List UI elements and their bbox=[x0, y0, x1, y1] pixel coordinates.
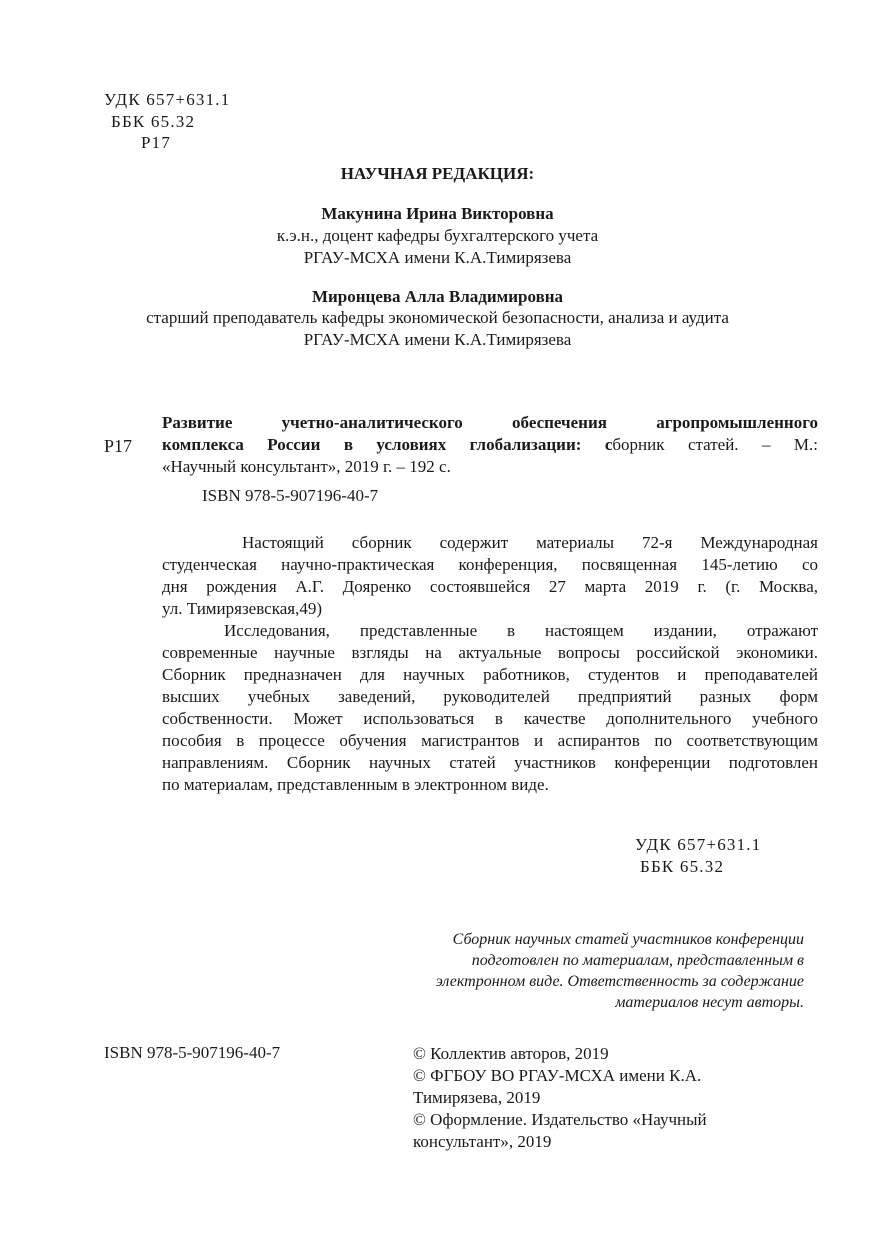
note-line: электронном виде. Ответственность за содержание bbox=[435, 973, 804, 990]
catalog-mark: Р17 bbox=[104, 436, 133, 456]
annotation-p2-line: Исследования, представленные в настоящем издании, отражают bbox=[224, 621, 818, 640]
copyright-line: консультант», 2019 bbox=[413, 1132, 552, 1151]
copyright-line: © Оформление. Издательство «Научный bbox=[413, 1110, 707, 1129]
annotation-p1-line: студенческая научно-практическая конференция, посвященная 145-летию со bbox=[162, 555, 818, 574]
annotation-paragraph-1 bbox=[162, 532, 818, 620]
annotation-p2-line: высших учебных заведений, руководителей предприятий разных форм bbox=[162, 687, 818, 706]
note-line: подготовлен по материалам, представленным в bbox=[471, 952, 804, 969]
udk-code-top: УДК 657+631.1 bbox=[104, 90, 231, 109]
copyright-line: Тимирязева, 2019 bbox=[413, 1088, 541, 1107]
annotation-p1-line: дня рождения А.Г. Дояренко состоявшейся 27 марта 2019 г. (г. Москва, bbox=[162, 577, 818, 596]
author-mark-top: Р17 bbox=[141, 133, 172, 152]
editor-2-name: Миронцева Алла Владимировна bbox=[311, 287, 564, 306]
editor-1-org: РГАУ-МСХА имени К.А.Тимирязева bbox=[303, 248, 572, 267]
editor-2-position: старший преподаватель кафедры экономической безопасности, анализа и аудита bbox=[146, 308, 729, 327]
catalog-title-line1: Развитие учетно-аналитического обеспечения агропромышленного bbox=[162, 413, 818, 432]
annotation-p2-line: собственности. Может использоваться в качестве дополнительного учебного bbox=[162, 709, 818, 728]
annotation-p2-line: направлениям. Сборник научных статей участников конференции подготовлен bbox=[162, 753, 818, 772]
catalog-title-rest: борник статей. – М.: bbox=[612, 435, 818, 454]
footer-isbn: ISBN 978-5-907196-40-7 bbox=[104, 1043, 281, 1062]
bbk-code-bottom: ББК 65.32 bbox=[640, 857, 725, 876]
annotation-p2-line: Сборник предназначен для научных работников, студентов и преподавателей bbox=[162, 665, 818, 684]
annotation-paragraph-2 bbox=[162, 620, 818, 796]
copyright-block bbox=[413, 1043, 707, 1153]
annotation-p1-line: ул. Тимирязевская,49) bbox=[162, 599, 322, 618]
annotation-p1-line: Настоящий сборник содержит материалы 72-я Международная bbox=[242, 533, 818, 552]
note-line: Сборник научных статей участников конференции bbox=[452, 931, 804, 948]
editor-1-position: к.э.н., доцент кафедры бухгалтерского учета bbox=[276, 226, 599, 245]
catalog-isbn: ISBN 978-5-907196-40-7 bbox=[202, 486, 379, 505]
responsibility-note bbox=[360, 929, 804, 1013]
annotation-p2-line: современные научные взгляды на актуальные вопросы российской экономики. bbox=[162, 643, 818, 662]
udk-code-bottom: УДК 657+631.1 bbox=[635, 835, 762, 854]
catalog-publisher-line: «Научный консультант», 2019 г. – 192 с. bbox=[162, 457, 451, 476]
editorial-heading: НАУЧНАЯ РЕДАКЦИЯ: bbox=[340, 164, 535, 183]
annotation-p2-line: по материалам, представленным в электронном виде. bbox=[162, 775, 549, 794]
editor-1-name: Макунина Ирина Викторовна bbox=[321, 204, 554, 223]
copyright-line: © ФГБОУ ВО РГАУ-МСХА имени К.А. bbox=[413, 1066, 702, 1085]
annotation-p2-line: пособия в процессе обучения магистрантов и аспирантов по соответствующим bbox=[162, 731, 818, 750]
note-line: материалов несут авторы. bbox=[615, 994, 804, 1011]
copyright-line: © Коллектив авторов, 2019 bbox=[413, 1044, 609, 1063]
editor-2-org: РГАУ-МСХА имени К.А.Тимирязева bbox=[303, 330, 572, 349]
catalog-record bbox=[162, 412, 818, 478]
bbk-code-top: ББК 65.32 bbox=[111, 112, 196, 131]
catalog-title-bold: комплекса России в условиях глобализации: с bbox=[162, 435, 613, 454]
catalog-title-line2 bbox=[162, 434, 818, 456]
